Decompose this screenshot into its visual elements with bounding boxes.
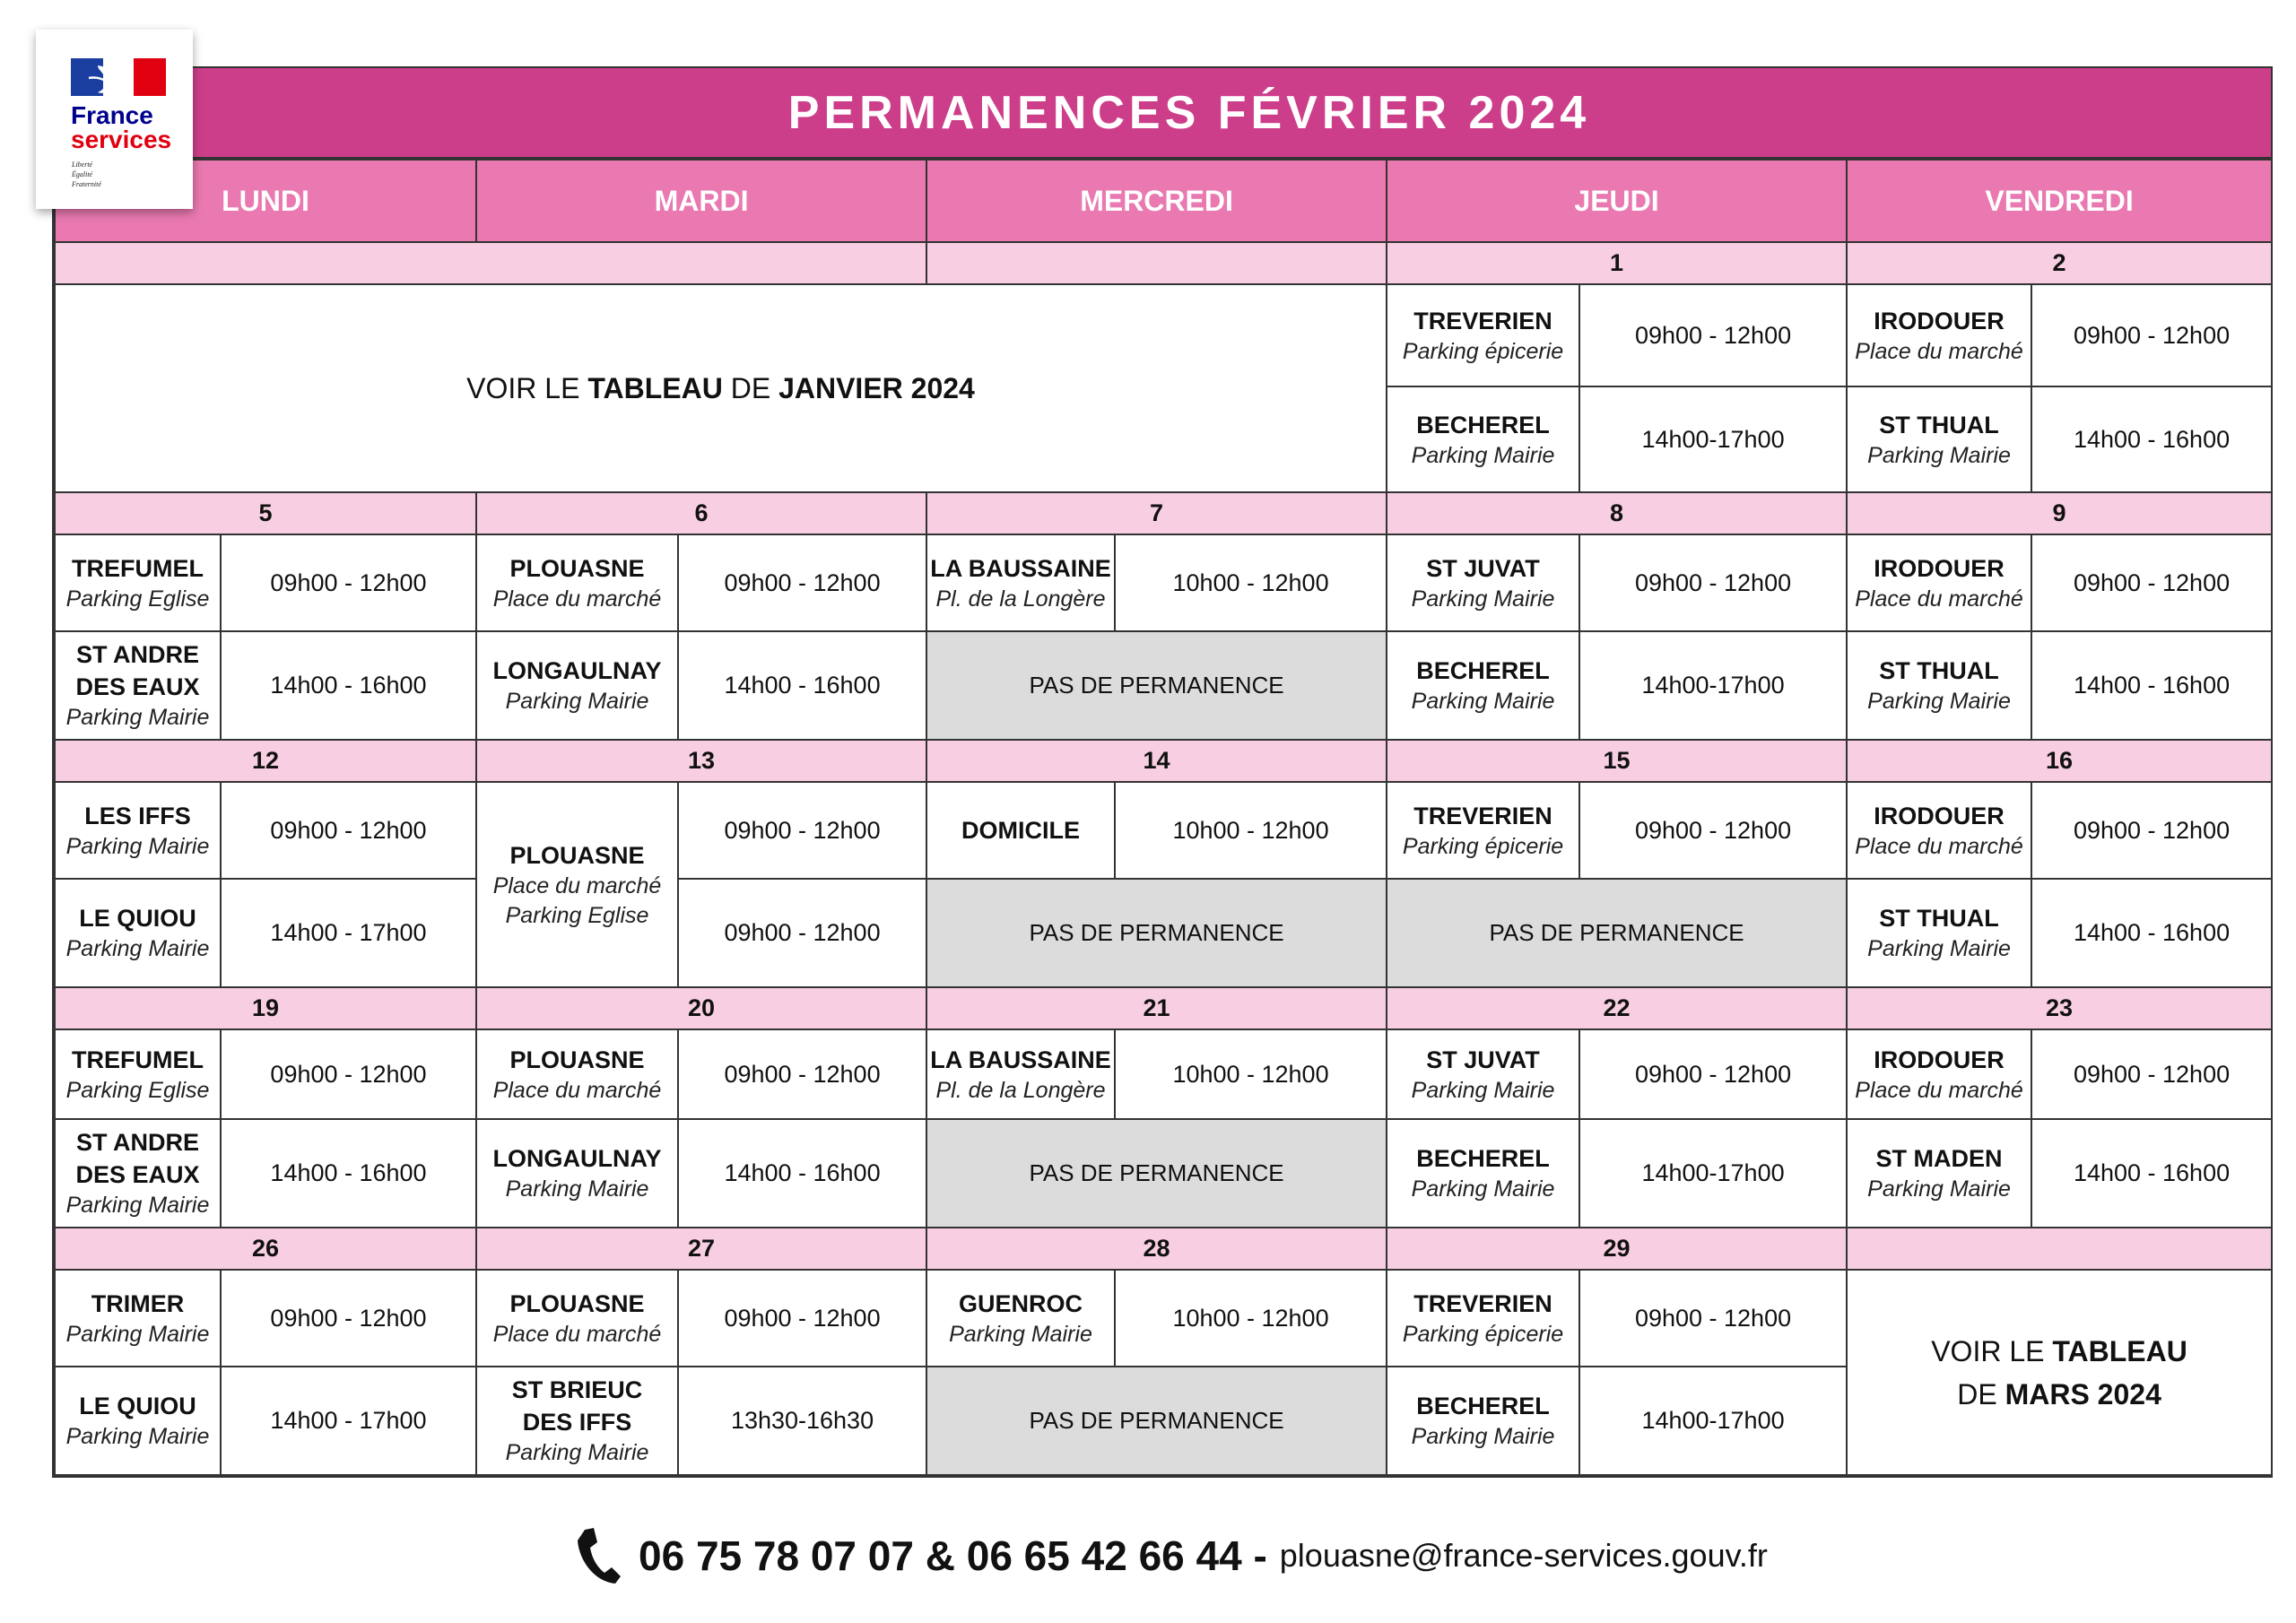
- phone-icon: [574, 1526, 622, 1585]
- voir-prefix: VOIR LE: [1931, 1334, 2053, 1367]
- date-cell: 9: [1847, 492, 2272, 534]
- location-name: LE QUIOU: [79, 905, 196, 932]
- time-cell: 09h00 - 12h00: [2031, 782, 2272, 879]
- location-name: ST MADEN: [1875, 1145, 2003, 1172]
- location-place: Place du marché: [492, 1077, 662, 1103]
- location-name: BECHEREL: [1416, 411, 1550, 438]
- date-cell-empty: [1847, 1228, 2272, 1270]
- pas-de-permanence: PAS DE PERMANENCE: [926, 879, 1387, 987]
- location-name: TREVERIEN: [1413, 307, 1552, 334]
- date-cell: 1: [1387, 242, 1847, 284]
- location-place: Parking Mairie: [505, 689, 649, 714]
- date-cell: 21: [926, 987, 1387, 1029]
- location-cell: [1387, 1029, 1579, 1119]
- time-cell: 09h00 - 12h00: [221, 534, 476, 631]
- location-name: ST JUVAT: [1426, 554, 1540, 582]
- location-place: Place du marché: [1855, 1077, 2023, 1103]
- location-cell: [1387, 782, 1579, 879]
- location-cell: [926, 1029, 1115, 1119]
- location-cell: [476, 1119, 678, 1228]
- location-cell: [476, 631, 678, 740]
- date-cell: 29: [1387, 1228, 1847, 1270]
- voir-month: JANVIER 2024: [778, 372, 975, 404]
- location-place: Place du marché: [492, 1321, 662, 1347]
- location-place: Parking Mairie: [1411, 1077, 1555, 1103]
- date-cell: 8: [1387, 492, 1847, 534]
- schedule-row: [55, 879, 2272, 987]
- location-place: Parking Eglise: [65, 586, 210, 612]
- date-cell: 23: [1847, 987, 2272, 1029]
- location-cell: [926, 1270, 1115, 1367]
- date-row: [55, 740, 2272, 782]
- location-cell: [1387, 386, 1579, 492]
- location-place: Parking Mairie: [65, 1321, 210, 1347]
- location-place: Parking Mairie: [1411, 1176, 1555, 1202]
- time-cell: 09h00 - 12h00: [2031, 534, 2272, 631]
- location-cell: [55, 534, 221, 631]
- schedule-row: [55, 1270, 2272, 1367]
- pas-de-permanence: PAS DE PERMANENCE: [926, 1367, 1387, 1475]
- location-cell: [55, 1029, 221, 1119]
- date-cell: 13: [476, 740, 926, 782]
- location-name: PLOUASNE: [509, 1046, 645, 1073]
- location-name: IRODOUER: [1874, 802, 2005, 829]
- logo-motto: [72, 160, 101, 189]
- location-name-line2: DES IFFS: [522, 1409, 632, 1436]
- time-cell: 09h00 - 12h00: [678, 1029, 926, 1119]
- time-cell: 09h00 - 12h00: [2031, 284, 2272, 386]
- date-row: [55, 492, 2272, 534]
- location-place: Parking Mairie: [1411, 442, 1555, 468]
- location-place: Parking Mairie: [1867, 689, 2011, 714]
- location-cell: [1847, 782, 2031, 879]
- logo-line-2: services: [71, 126, 172, 153]
- date-row: [55, 987, 2272, 1029]
- time-cell: 10h00 - 12h00: [1115, 534, 1387, 631]
- location-place: Parking Mairie: [1411, 586, 1555, 612]
- date-cell: 28: [926, 1228, 1387, 1270]
- location-place: Parking épicerie: [1402, 338, 1564, 364]
- voir-tableau: TABLEAU: [2052, 1334, 2187, 1367]
- location-place: Parking épicerie: [1402, 833, 1564, 859]
- location-name: DOMICILE: [961, 817, 1081, 844]
- time-cell: 10h00 - 12h00: [1115, 1270, 1387, 1367]
- schedule-row: [55, 1029, 2272, 1119]
- location-place: Place du marché: [1855, 833, 2023, 859]
- location-place: Parking épicerie: [1402, 1321, 1564, 1347]
- location-name: BECHEREL: [1416, 657, 1550, 684]
- date-cell: 2: [1847, 242, 2272, 284]
- day-header-jeudi: JEUDI: [1387, 160, 1847, 242]
- location-name: ST BRIEUC: [511, 1376, 643, 1403]
- time-cell: 14h00 - 16h00: [2031, 631, 2272, 740]
- time-cell: 14h00 - 17h00: [221, 1367, 476, 1475]
- location-name: IRODOUER: [1874, 307, 2005, 334]
- day-header-vendredi: VENDREDI: [1847, 160, 2272, 242]
- date-cell: 6: [476, 492, 926, 534]
- location-name: TREFUMEL: [72, 554, 204, 582]
- location-cell: [1387, 534, 1579, 631]
- location-name: ST THUAL: [1879, 657, 1999, 684]
- location-cell: [55, 1270, 221, 1367]
- time-cell: 09h00 - 12h00: [1579, 1029, 1847, 1119]
- date-cell: 14: [926, 740, 1387, 782]
- date-cell: 19: [55, 987, 476, 1029]
- time-cell: 09h00 - 12h00: [678, 782, 926, 879]
- location-place: Parking Mairie: [1411, 1424, 1555, 1449]
- location-name: LA BAUSSAINE: [930, 554, 1111, 582]
- location-place: Parking Mairie: [65, 1424, 210, 1449]
- location-cell: [1847, 1029, 2031, 1119]
- time-cell: 14h00 - 16h00: [2031, 386, 2272, 492]
- location-name: ST ANDRE: [75, 1129, 199, 1156]
- voir-tableau-janvier: [55, 284, 1387, 492]
- time-cell: 10h00 - 12h00: [1115, 782, 1387, 879]
- day-header-mardi: MARDI: [476, 160, 926, 242]
- location-place: Parking Mairie: [1867, 442, 2011, 468]
- time-cell: 09h00 - 12h00: [221, 782, 476, 879]
- location-name: ST THUAL: [1879, 411, 1999, 438]
- date-cell: 20: [476, 987, 926, 1029]
- pas-de-permanence: PAS DE PERMANENCE: [926, 1119, 1387, 1228]
- location-name: ST ANDRE: [75, 641, 199, 668]
- location-cell: [55, 879, 221, 987]
- location-cell: [1847, 284, 2031, 386]
- schedule-table: [54, 159, 2273, 1476]
- date-cell: 15: [1387, 740, 1847, 782]
- location-name: BECHEREL: [1416, 1145, 1550, 1172]
- date-cell: 26: [55, 1228, 476, 1270]
- time-cell: 13h30-16h30: [678, 1367, 926, 1475]
- location-cell: [55, 1119, 221, 1228]
- location-place: Parking Mairie: [65, 1193, 210, 1218]
- location-place: Parking Mairie: [1411, 689, 1555, 714]
- location-name: TREVERIEN: [1413, 1289, 1552, 1317]
- voir-month: MARS 2024: [2005, 1377, 2161, 1410]
- time-cell: 14h00 - 16h00: [678, 1119, 926, 1228]
- contact-footer: [574, 1524, 1768, 1587]
- voir-prefix: VOIR LE: [466, 372, 588, 404]
- day-header-mercredi: MERCREDI: [926, 160, 1387, 242]
- logo-text: [71, 103, 171, 152]
- location-name: PLOUASNE: [509, 841, 645, 869]
- time-cell: 09h00 - 12h00: [678, 1270, 926, 1367]
- time-cell: 14h00 - 17h00: [221, 879, 476, 987]
- location-name-line2: DES EAUX: [75, 1161, 200, 1188]
- time-cell: 09h00 - 12h00: [221, 1029, 476, 1119]
- time-cell: 09h00 - 12h00: [221, 1270, 476, 1367]
- location-name: LES IFFS: [84, 802, 191, 829]
- time-cell: 09h00 - 12h00: [1579, 782, 1847, 879]
- location-place: Parking Mairie: [65, 936, 210, 961]
- time-cell: 14h00-17h00: [1579, 1367, 1847, 1475]
- location-place: Pl. de la Longère: [935, 586, 1106, 612]
- location-cell: [926, 534, 1115, 631]
- date-cell-empty: [926, 242, 1387, 284]
- marianne-flag-icon: [71, 58, 166, 96]
- location-cell: [1847, 879, 2031, 987]
- location-cell: [1847, 1119, 2031, 1228]
- time-cell: 14h00 - 16h00: [2031, 879, 2272, 987]
- location-place: Parking Mairie: [505, 1176, 649, 1202]
- location-cell: [476, 534, 678, 631]
- location-place: Pl. de la Longère: [935, 1077, 1106, 1103]
- time-cell: 09h00 - 12h00: [1579, 534, 1847, 631]
- location-name: LE QUIOU: [79, 1393, 196, 1419]
- location-place: Place du marché: [1855, 338, 2023, 364]
- location-place: Place du marché: [492, 586, 662, 612]
- location-cell: [926, 782, 1115, 879]
- location-name-line2: DES EAUX: [75, 673, 200, 700]
- pas-de-permanence: PAS DE PERMANENCE: [926, 631, 1387, 740]
- time-cell: 09h00 - 12h00: [678, 534, 926, 631]
- location-name: IRODOUER: [1874, 554, 2005, 582]
- time-cell: 14h00 - 16h00: [2031, 1119, 2272, 1228]
- date-cell: 27: [476, 1228, 926, 1270]
- pas-de-permanence: PAS DE PERMANENCE: [1387, 879, 1847, 987]
- location-name: ST JUVAT: [1426, 1046, 1540, 1073]
- time-cell: 14h00-17h00: [1579, 1119, 1847, 1228]
- date-row: [55, 1228, 2272, 1270]
- date-cell: 22: [1387, 987, 1847, 1029]
- location-cell: [476, 1367, 678, 1475]
- location-place-2: Parking Eglise: [505, 902, 649, 928]
- location-cell: [55, 631, 221, 740]
- location-place: Parking Mairie: [65, 705, 210, 730]
- location-name: PLOUASNE: [509, 554, 645, 582]
- time-cell: 14h00 - 16h00: [678, 631, 926, 740]
- location-name: TRIMER: [91, 1289, 185, 1317]
- motto-1: Liberté: [72, 161, 93, 169]
- date-cell: 5: [55, 492, 476, 534]
- schedule-row: [55, 284, 2272, 386]
- logo-line-1: France: [71, 101, 153, 129]
- location-place: Parking Mairie: [1867, 936, 2011, 961]
- location-name: GUENROC: [959, 1289, 1083, 1317]
- motto-3: Fraternité: [72, 180, 101, 188]
- voir-tableau-mars: [1847, 1270, 2272, 1475]
- location-cell: [1847, 631, 2031, 740]
- schedule-row: [55, 534, 2272, 631]
- location-name: IRODOUER: [1874, 1046, 2005, 1073]
- page-title: PERMANENCES FÉVRIER 2024: [54, 68, 2271, 159]
- time-cell: 10h00 - 12h00: [1115, 1029, 1387, 1119]
- location-name: PLOUASNE: [509, 1289, 645, 1317]
- time-cell: 14h00 - 16h00: [221, 631, 476, 740]
- location-place: Place du marché: [492, 872, 662, 898]
- day-header-lundi: LUNDI: [55, 160, 476, 242]
- france-services-logo: [36, 30, 193, 209]
- location-name: BECHEREL: [1416, 1393, 1550, 1419]
- date-cell-empty: [55, 242, 926, 284]
- location-cell: [1387, 1119, 1579, 1228]
- location-cell: [1387, 1270, 1579, 1367]
- time-cell: 09h00 - 12h00: [1579, 284, 1847, 386]
- email-address[interactable]: plouasne@france-services.gouv.fr: [1279, 1537, 1768, 1574]
- location-cell: [1387, 631, 1579, 740]
- voir-de: DE: [722, 372, 779, 404]
- voir-de: DE: [1957, 1377, 2005, 1410]
- schedule-row: [55, 631, 2272, 740]
- time-cell: 09h00 - 12h00: [2031, 1029, 2272, 1119]
- schedule-row: [55, 782, 2272, 879]
- location-name: LONGAULNAY: [492, 1145, 662, 1172]
- time-cell: 14h00-17h00: [1579, 631, 1847, 740]
- date-cell: 7: [926, 492, 1387, 534]
- location-name: LA BAUSSAINE: [930, 1046, 1111, 1073]
- location-place: Parking Mairie: [949, 1321, 1092, 1347]
- time-cell: 14h00-17h00: [1579, 386, 1847, 492]
- schedule-row: [55, 1119, 2272, 1228]
- location-place: Parking Mairie: [1867, 1176, 2011, 1202]
- location-cell: [1387, 284, 1579, 386]
- location-name: ST THUAL: [1879, 905, 1999, 932]
- phone-numbers: 06 75 78 07 07 & 06 65 42 66 44 -: [639, 1532, 1267, 1579]
- date-cell: 16: [1847, 740, 2272, 782]
- location-place: Parking Mairie: [505, 1440, 649, 1465]
- motto-2: Égalité: [72, 170, 93, 178]
- voir-tableau: TABLEAU: [587, 372, 723, 404]
- location-place: Parking Eglise: [65, 1077, 210, 1103]
- time-cell: 09h00 - 12h00: [678, 879, 926, 987]
- location-place: Parking Mairie: [65, 833, 210, 859]
- location-cell: [476, 1029, 678, 1119]
- location-cell: [1847, 534, 2031, 631]
- time-cell: 14h00 - 16h00: [221, 1119, 476, 1228]
- location-cell: [1387, 1367, 1579, 1475]
- location-cell: [476, 1270, 678, 1367]
- location-cell: [55, 782, 221, 879]
- location-name: TREVERIEN: [1413, 802, 1552, 829]
- location-cell: [1847, 386, 2031, 492]
- date-row: [55, 242, 2272, 284]
- location-name: TREFUMEL: [72, 1046, 204, 1073]
- location-cell: [476, 782, 678, 987]
- schedule-frame: [52, 66, 2273, 1478]
- location-name: LONGAULNAY: [492, 657, 662, 684]
- time-cell: 09h00 - 12h00: [1579, 1270, 1847, 1367]
- location-place: Place du marché: [1855, 586, 2023, 612]
- location-cell: [55, 1367, 221, 1475]
- date-cell: 12: [55, 740, 476, 782]
- day-header-row: [55, 160, 2272, 242]
